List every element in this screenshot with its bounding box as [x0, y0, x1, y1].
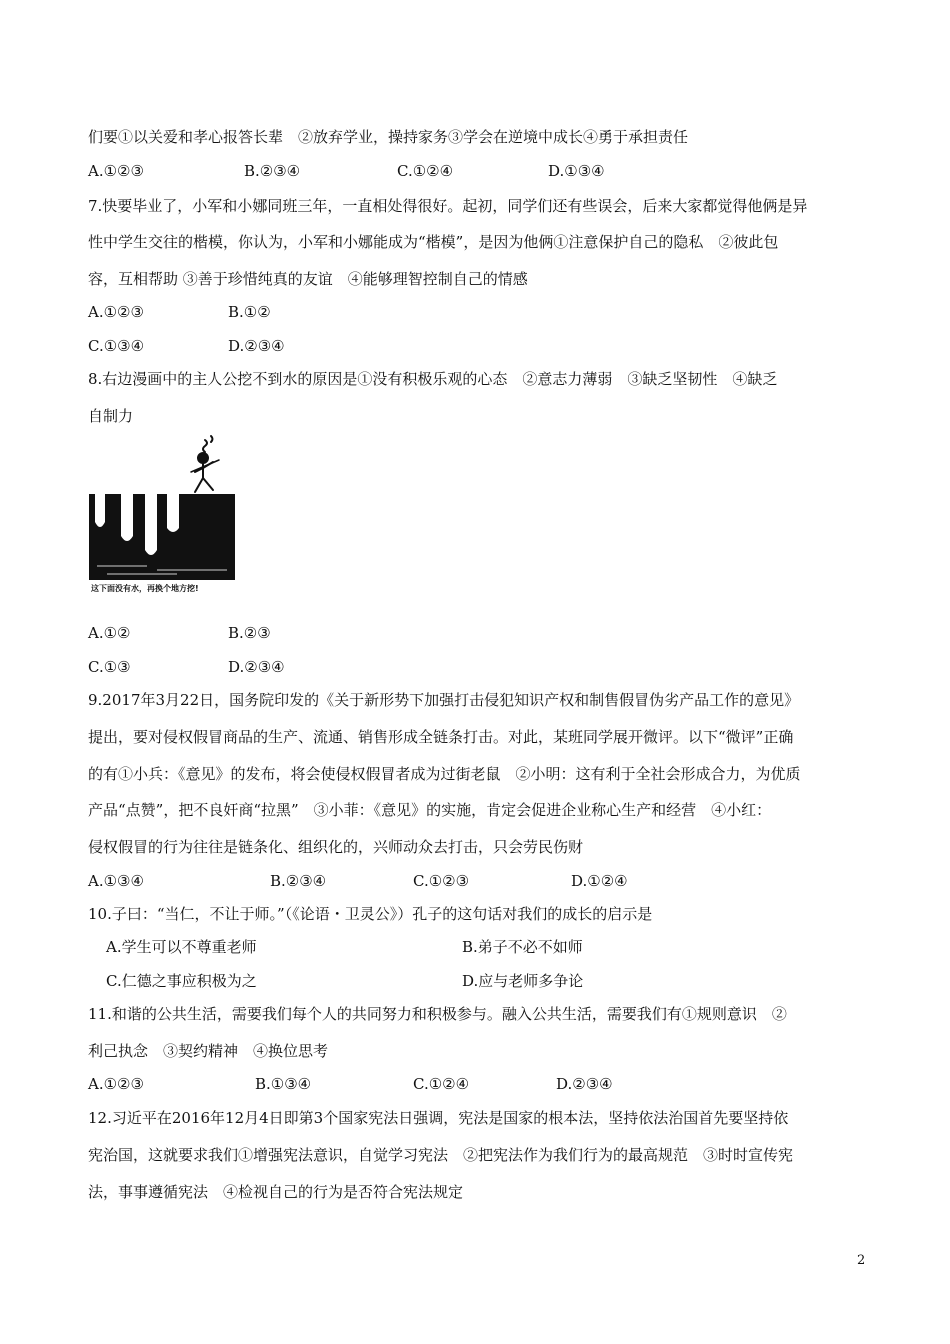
q6-option-d: D.①③④: [548, 162, 605, 180]
q8-option-b: B.②③: [228, 624, 271, 642]
q7-option-c: C.①③④: [88, 337, 145, 355]
q9-text-line: 侵权假冒的行为往往是链条化、组织化的，兴师动众去打击，只会劳民伤财: [88, 838, 584, 856]
q10-option-a: A.学生可以不尊重老师: [106, 938, 257, 956]
cartoon-image: [87, 432, 237, 594]
q11-text-line: 11.和谐的公共生活，需要我们每个人的共同努力和积极参与。融入公共生活，需要我们有①规则意识 ②: [88, 1005, 787, 1023]
q6-option-c: C.①②④: [397, 162, 454, 180]
q11-option-b: B.①③④: [255, 1075, 312, 1093]
q9-text-line: 的有①小兵：《意见》的发布，将会使侵权假冒者成为过街老鼠 ②小明：这有利于全社会形成合力，为优质: [88, 765, 801, 783]
q6-option-b: B.②③④: [244, 162, 301, 180]
q12-text-line: 宪治国，这就要求我们①增强宪法意识，自觉学习宪法 ②把宪法作为我们行为的最高规范 ③时时宣传宪: [88, 1146, 794, 1164]
q7-text-line: 性中学生交往的楷模，你认为，小军和小娜能成为“楷模”，是因为他俩①注意保护自己的隐私 ②彼此包: [88, 233, 779, 251]
q9-option-b: B.②③④: [270, 872, 327, 890]
q8-option-d: D.②③④: [228, 658, 285, 676]
digging-man-figure: [191, 436, 219, 492]
q11-option-a: A.①②③: [88, 1075, 144, 1093]
q11-text-line: 利己执念 ③契约精神 ④换位思考: [88, 1042, 329, 1060]
q8-text-line: 8.右边漫画中的主人公挖不到水的原因是①没有积极乐观的心态 ②意志力薄弱 ③缺乏坚韧性 ④缺乏: [88, 370, 778, 388]
q7-option-b: B.①②: [228, 303, 271, 321]
q12-text-line: 法，事事遵循宪法 ④检视自己的行为是否符合宪法规定: [88, 1183, 464, 1201]
q10-option-d: D.应与老师多争论: [462, 972, 584, 990]
q8-option-c: C.①③: [88, 658, 131, 676]
q9-option-d: D.①②④: [571, 872, 628, 890]
q6-option-a: A.①②③: [88, 162, 144, 180]
q9-option-c: C.①②③: [413, 872, 470, 890]
q9-option-a: A.①③④: [88, 872, 144, 890]
cartoon-caption: 这下面没有水，再换个地方挖!: [91, 584, 199, 593]
q10-option-b: B.弟子不必不如师: [462, 938, 583, 956]
q7-text-line: 容，互相帮助 ③善于珍惜纯真的友谊 ④能够理智控制自己的情感: [88, 270, 528, 288]
q10-text-line: 10.子曰：“当仁，不让于师。”（《论语・卫灵公》）孔子的这句话对我们的成长的启示是: [88, 905, 653, 923]
ground-with-holes: [89, 494, 235, 580]
q11-option-d: D.②③④: [556, 1075, 613, 1093]
q9-text-line: 产品“点赞”，把不良奸商“拉黑” ③小菲：《意见》的实施，肯定会促进企业称心生产和经营 ④小红：: [88, 801, 772, 819]
q6-text-line: 们要①以关爱和孝心报答长辈 ②放弃学业，操持家务③学会在逆境中成长④勇于承担责任: [88, 128, 689, 146]
q11-option-c: C.①②④: [413, 1075, 470, 1093]
q7-text-line: 7.快要毕业了，小军和小娜同班三年，一直相处得很好。起初，同学们还有些误会，后来大家都觉得他俩是异: [88, 197, 808, 215]
q8-option-a: A.①②: [88, 624, 131, 642]
q7-option-d: D.②③④: [228, 337, 285, 355]
page-number: 2: [857, 1253, 866, 1268]
q10-option-c: C.仁德之事应积极为之: [106, 972, 257, 990]
q8-text-line: 自制力: [88, 407, 134, 425]
q9-text-line: 9.2017年3月22日，国务院印发的《关于新形势下加强打击侵犯知识产权和制售假冒伪劣产品工作的意见》: [88, 691, 800, 709]
q12-text-line: 12.习近平在2016年12月4日即第3个国家宪法日强调，宪法是国家的根本法，坚持依法治国首先要坚持依: [88, 1109, 789, 1127]
q9-text-line: 提出，要对侵权假冒商品的生产、流通、销售形成全链条打击。对此，某班同学展开微评。以下“微评”正确: [88, 728, 794, 746]
q7-option-a: A.①②③: [88, 303, 144, 321]
